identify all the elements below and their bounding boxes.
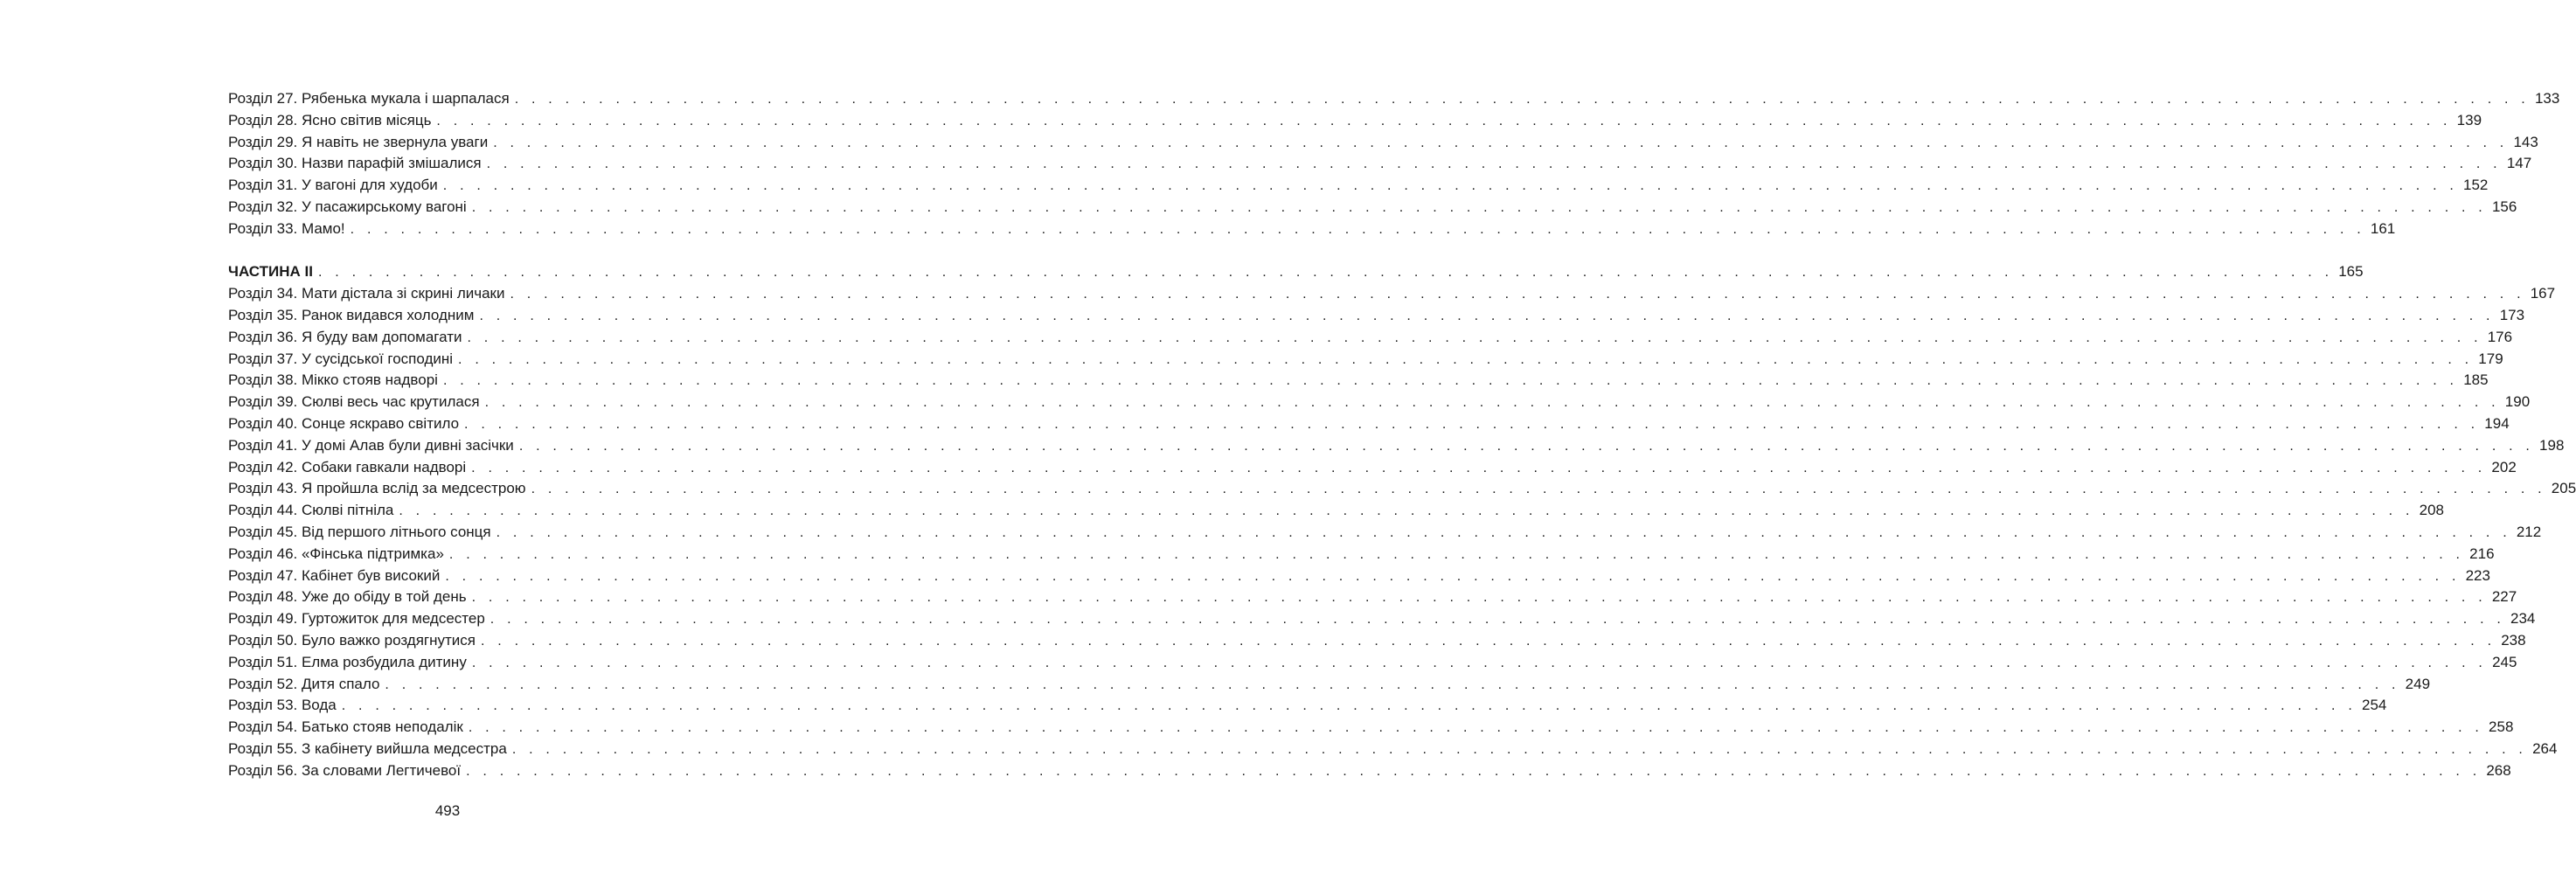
toc-entry bbox=[228, 413, 2510, 435]
toc-entry bbox=[228, 110, 2482, 132]
toc-dot-leader: . . . . . . . . . . . . . . . . . . . . . . . . . . . . . . . . . . . . . . . . . . . . . . . . . . . . . . . . . . . . . . . . . . . . . . . . . . . . . . . . . . . . . . . . . . . . . . . . . . . . . . . . . . . . . . . . . . . . . . . . bbox=[442, 373, 2459, 389]
toc-entry-title: Розділ 56. За словами Легтичевої bbox=[228, 761, 462, 779]
toc-entry bbox=[228, 283, 2556, 305]
toc-dot-leader: . . . . . . . . . . . . . . . . . . . . . . . . . . . . . . . . . . . . . . . . . . . . . . . . . . . . . . . . . . . . . . . . . . . . . . . . . . . . . . . . . . . . . . . . . . . . . . . . . . . . . . . . . . . . . . . . . . . . . . . . bbox=[471, 590, 2487, 606]
toc-entry bbox=[228, 457, 2517, 479]
toc-dot-leader: . . . . . . . . . . . . . . . . . . . . . . . . . . . . . . . . . . . . . . . . . . . . . . . . . . . . . . . . . . . . . . . . . . . . . . . . . . . . . . . . . . . . . . . . . . . . . . . . . . . . . . . . . . . . . . . . . . . . . . . . bbox=[436, 113, 2452, 128]
toc-dot-leader: . . . . . . . . . . . . . . . . . . . . . . . . . . . . . . . . . . . . . . . . . . . . . . . . . . . . . . . . . . . . . . . . . . . . . . . . . . . . . . . . . . . . . . . . . . . . . . . . . . . . . . . . . . . . . . . . . . . . . . . . bbox=[445, 568, 2461, 584]
toc-entry bbox=[228, 305, 2525, 327]
toc-entry-title: Розділ 51. Елма розбудила дитину bbox=[228, 653, 467, 670]
toc-dot-leader: . . . . . . . . . . . . . . . . . . . . . . . . . . . . . . . . . . . . . . . . . . . . . . . . . . . . . . . . . . . . . . . . . . . . . . . . . . . . . . . . . . . . . . . . . . . . . . . . . . . . . . . . . . . . . . . . . . . . . . . . bbox=[490, 612, 2506, 628]
toc-dot-leader: . . . . . . . . . . . . . . . . . . . . . . . . . . . . . . . . . . . . . . . . . . . . . . . . . . . . . . . . . . . . . . . . . . . . . . . . . . . . . . . . . . . . . . . . . . . . . . . . . . . . . . . . . . . . . . . . . . . . . . . . bbox=[385, 676, 2400, 692]
toc-dot-leader: . . . . . . . . . . . . . . . . . . . . . . . . . . . . . . . . . . . . . . . . . . . . . . . . . . . . . . . . . . . . . . . . . . . . . . . . . . . . . . . . . . . . . . . . . . . . . . . . . . . . . . . . . . . . . . . . . . . . . . . . bbox=[493, 135, 2509, 150]
toc-entry bbox=[228, 652, 2517, 674]
toc-entry-page: 185 bbox=[2463, 371, 2489, 389]
page-number: 493 bbox=[434, 802, 461, 819]
toc-entry bbox=[228, 327, 2513, 349]
toc-entry bbox=[228, 695, 2387, 717]
toc-dot-leader: . . . . . . . . . . . . . . . . . . . . . . . . . . . . . . . . . . . . . . . . . . . . . . . . . . . . . . . . . . . . . . . . . . . . . . . . . . . . . . . . . . . . . . . . . . . . . . . . . . . . . . . . . . . . . . . . . . . . . . . . bbox=[531, 482, 2546, 497]
toc-entry-page: 254 bbox=[2362, 697, 2387, 714]
toc-entry-title: Розділ 52. Дитя спало bbox=[228, 675, 380, 692]
toc-entry-title: Розділ 42. Собаки гавкали надворі bbox=[228, 458, 467, 475]
toc-entry bbox=[228, 435, 2565, 457]
toc-entry-page: 198 bbox=[2539, 436, 2565, 454]
toc-entry bbox=[228, 717, 2514, 739]
toc-dot-leader: . . . . . . . . . . . . . . . . . . . . . . . . . . . . . . . . . . . . . . . . . . . . . . . . . . . . . . . . . . . . . . . . . . . . . . . . . . . . . . . . . . . . . . . . . . . . . . . . . . . . . . . . . . . . . . . . . . . . . . . . bbox=[514, 92, 2530, 107]
toc-group bbox=[228, 261, 2576, 781]
toc-dot-leader: . . . . . . . . . . . . . . . . . . . . . . . . . . . . . . . . . . . . . . . . . . . . . . . . . . . . . . . . . . . . . . . . . . . . . . . . . . . . . . . . . . . . . . . . . . . . . . . . . . . . . . . . . . . . . . . . . . . . . . . . bbox=[341, 698, 2357, 714]
toc-entry-title: Розділ 33. Мамо! bbox=[228, 219, 345, 237]
toc-entry-title: Розділ 29. Я навіть не звернула уваги bbox=[228, 133, 489, 150]
toc-dot-leader: . . . . . . . . . . . . . . . . . . . . . . . . . . . . . . . . . . . . . . . . . . . . . . . . . . . . . . . . . . . . . . . . . . . . . . . . . . . . . . . . . . . . . . . . . . . . . . . . . . . . . . . . . . . . . . . . . . . . . . . . bbox=[471, 199, 2487, 215]
toc-dot-leader: . . . . . . . . . . . . . . . . . . . . . . . . . . . . . . . . . . . . . . . . . . . . . . . . . . . . . . . . . . . . . . . . . . . . . . . . . . . . . . . . . . . . . . . . . . . . . . . . . . . . . . . . . . . . . . . . . . . . . . . . bbox=[317, 265, 2334, 281]
toc-entry bbox=[228, 608, 2536, 630]
toc-entry bbox=[228, 565, 2490, 587]
toc-dot-leader: . . . . . . . . . . . . . . . . . . . . . . . . . . . . . . . . . . . . . . . . . . . . . . . . . . . . . . . . . . . . . . . . . . . . . . . . . . . . . . . . . . . . . . . . . . . . . . . . . . . . . . . . . . . . . . . . . . . . . . . . bbox=[479, 308, 2495, 323]
toc-dot-leader: . . . . . . . . . . . . . . . . . . . . . . . . . . . . . . . . . . . . . . . . . . . . . . . . . . . . . . . . . . . . . . . . . . . . . . . . . . . . . . . . . . . . . . . . . . . . . . . . . . . . . . . . . . . . . . . . . . . . . . . . bbox=[467, 330, 2482, 345]
toc-entry bbox=[228, 478, 2576, 500]
toc-entry-page: 143 bbox=[2513, 133, 2538, 150]
toc-entry-title: Розділ 31. У вагоні для худоби bbox=[228, 177, 438, 194]
toc-entry-page: 268 bbox=[2486, 761, 2511, 779]
toc-dot-leader: . . . . . . . . . . . . . . . . . . . . . . . . . . . . . . . . . . . . . . . . . . . . . . . . . . . . . . . . . . . . . . . . . . . . . . . . . . . . . . . . . . . . . . . . . . . . . . . . . . . . . . . . . . . . . . . . . . . . . . . . bbox=[350, 221, 2365, 237]
toc-entry-title: Розділ 36. Я буду вам допомагати bbox=[228, 328, 462, 345]
toc-entry-title: Розділ 50. Було важко роздягнутися bbox=[228, 631, 476, 649]
toc-entry bbox=[228, 153, 2532, 175]
toc-dot-leader: . . . . . . . . . . . . . . . . . . . . . . . . . . . . . . . . . . . . . . . . . . . . . . . . . . . . . . . . . . . . . . . . . . . . . . . . . . . . . . . . . . . . . . . . . . . . . . . . . . . . . . . . . . . . . . . . . . . . . . . . bbox=[510, 287, 2525, 302]
toc-dot-leader: . . . . . . . . . . . . . . . . . . . . . . . . . . . . . . . . . . . . . . . . . . . . . . . . . . . . . . . . . . . . . . . . . . . . . . . . . . . . . . . . . . . . . . . . . . . . . . . . . . . . . . . . . . . . . . . . . . . . . . . . bbox=[471, 460, 2487, 475]
toc-dot-leader: . . . . . . . . . . . . . . . . . . . . . . . . . . . . . . . . . . . . . . . . . . . . . . . . . . . . . . . . . . . . . . . . . . . . . . . . . . . . . . . . . . . . . . . . . . . . . . . . . . . . . . . . . . . . . . . . . . . . . . . . bbox=[464, 416, 2480, 432]
toc-entry-title: Розділ 30. Назви парафій змішалися bbox=[228, 155, 482, 172]
toc-entry-page: 147 bbox=[2506, 155, 2532, 172]
toc-entry bbox=[228, 132, 2538, 154]
toc-entry bbox=[228, 760, 2511, 782]
toc-entry bbox=[228, 500, 2444, 522]
toc-entry-page: 212 bbox=[2516, 523, 2542, 540]
toc-entry-page: 190 bbox=[2504, 393, 2531, 411]
toc-entry-page: 167 bbox=[2530, 285, 2556, 302]
toc-entry-page: 161 bbox=[2370, 219, 2396, 237]
toc-entry-title: Розділ 54. Батько стояв неподалік bbox=[228, 718, 463, 736]
toc-part-entry bbox=[228, 261, 2364, 283]
toc-entry-title: Розділ 34. Мати дістала зі скрині личаки bbox=[228, 285, 505, 302]
toc-dot-leader: . . . . . . . . . . . . . . . . . . . . . . . . . . . . . . . . . . . . . . . . . . . . . . . . . . . . . . . . . . . . . . . . . . . . . . . . . . . . . . . . . . . . . . . . . . . . . . . . . . . . . . . . . . . . . . . . . . . . . . . . bbox=[466, 763, 2482, 779]
toc-dot-leader: . . . . . . . . . . . . . . . . . . . . . . . . . . . . . . . . . . . . . . . . . . . . . . . . . . . . . . . . . . . . . . . . . . . . . . . . . . . . . . . . . . . . . . . . . . . . . . . . . . . . . . . . . . . . . . . . . . . . . . . . bbox=[518, 438, 2535, 454]
toc-entry-page: 205 bbox=[2551, 480, 2576, 497]
toc-entry-title: Розділ 41. У домі Алав були дивні засічки bbox=[228, 436, 514, 454]
toc-entry-page: 156 bbox=[2491, 198, 2517, 215]
toc-entry-page: 165 bbox=[2338, 263, 2364, 281]
toc-group bbox=[228, 88, 2560, 240]
toc-dot-leader: . . . . . . . . . . . . . . . . . . . . . . . . . . . . . . . . . . . . . . . . . . . . . . . . . . . . . . . . . . . . . . . . . . . . . . . . . . . . . . . . . . . . . . . . . . . . . . . . . . . . . . . . . . . . . . . . . . . . . . . . bbox=[442, 178, 2459, 194]
toc-entry-page: 249 bbox=[2405, 675, 2431, 692]
toc-entry-page: 238 bbox=[2501, 631, 2526, 649]
toc-entry bbox=[228, 739, 2558, 760]
toc-entry bbox=[228, 586, 2517, 608]
toc-entry-page: 223 bbox=[2465, 566, 2490, 584]
toc-entry-page: 264 bbox=[2532, 739, 2558, 757]
toc-entry-page: 227 bbox=[2491, 588, 2517, 606]
toc-entry-title: Розділ 40. Сонце яскраво світило bbox=[228, 414, 460, 432]
toc-entry bbox=[228, 349, 2503, 371]
toc-entry-page: 173 bbox=[2499, 306, 2525, 323]
toc-entry bbox=[228, 522, 2542, 544]
toc-entry-page: 258 bbox=[2489, 718, 2514, 736]
toc-entry-page: 202 bbox=[2491, 458, 2517, 475]
toc-dot-leader: . . . . . . . . . . . . . . . . . . . . . . . . . . . . . . . . . . . . . . . . . . . . . . . . . . . . . . . . . . . . . . . . . . . . . . . . . . . . . . . . . . . . . . . . . . . . . . . . . . . . . . . . . . . . . . . . . . . . . . . . bbox=[496, 524, 2511, 540]
toc-entry-title: ЧАСТИНА ІІ bbox=[228, 263, 313, 281]
toc-entry-title: Розділ 48. Уже до обіду в той день bbox=[228, 588, 467, 606]
toc-entry-page: 133 bbox=[2534, 90, 2560, 107]
toc-entry-title: Розділ 37. У сусідської господині bbox=[228, 350, 454, 367]
toc-dot-leader: . . . . . . . . . . . . . . . . . . . . . . . . . . . . . . . . . . . . . . . . . . . . . . . . . . . . . . . . . . . . . . . . . . . . . . . . . . . . . . . . . . . . . . . . . . . . . . . . . . . . . . . . . . . . . . . . . . . . . . . . bbox=[448, 546, 2465, 562]
toc-entry bbox=[228, 674, 2431, 696]
toc-entry-page: 152 bbox=[2463, 177, 2489, 194]
toc-dot-leader: . . . . . . . . . . . . . . . . . . . . . . . . . . . . . . . . . . . . . . . . . . . . . . . . . . . . . . . . . . . . . . . . . . . . . . . . . . . . . . . . . . . . . . . . . . . . . . . . . . . . . . . . . . . . . . . . . . . . . . . . bbox=[458, 351, 2474, 367]
toc-dot-leader: . . . . . . . . . . . . . . . . . . . . . . . . . . . . . . . . . . . . . . . . . . . . . . . . . . . . . . . . . . . . . . . . . . . . . . . . . . . . . . . . . . . . . . . . . . . . . . . . . . . . . . . . . . . . . . . . . . . . . . . . bbox=[511, 741, 2528, 757]
toc-entry-page: 176 bbox=[2487, 328, 2513, 345]
toc-entry-title: Розділ 49. Гуртожиток для медсестер bbox=[228, 610, 485, 628]
toc-entry bbox=[228, 88, 2560, 110]
toc-dot-leader: . . . . . . . . . . . . . . . . . . . . . . . . . . . . . . . . . . . . . . . . . . . . . . . . . . . . . . . . . . . . . . . . . . . . . . . . . . . . . . . . . . . . . . . . . . . . . . . . . . . . . . . . . . . . . . . . . . . . . . . . bbox=[484, 395, 2500, 411]
toc-entry-title: Розділ 27. Рябенька мукала і шарпалася bbox=[228, 90, 510, 107]
toc-entry-title: Розділ 28. Ясно світив місяць bbox=[228, 111, 432, 128]
toc-dot-leader: . . . . . . . . . . . . . . . . . . . . . . . . . . . . . . . . . . . . . . . . . . . . . . . . . . . . . . . . . . . . . . . . . . . . . . . . . . . . . . . . . . . . . . . . . . . . . . . . . . . . . . . . . . . . . . . . . . . . . . . . bbox=[480, 633, 2496, 649]
toc-entry-title: Розділ 32. У пасажирському вагоні bbox=[228, 198, 467, 215]
toc-entry bbox=[228, 370, 2489, 392]
toc-entry-title: Розділ 43. Я пройшла вслід за медсестрою bbox=[228, 480, 526, 497]
toc-entry bbox=[228, 219, 2396, 240]
toc-entry bbox=[228, 175, 2489, 197]
toc-entry-page: 194 bbox=[2484, 414, 2510, 432]
toc-entry-title: Розділ 47. Кабінет був високий bbox=[228, 566, 441, 584]
toc-entry-page: 139 bbox=[2456, 111, 2482, 128]
toc-entry-title: Розділ 46. «Фінська підтримка» bbox=[228, 545, 444, 562]
toc-entry-title: Розділ 45. Від першого літнього сонця bbox=[228, 523, 491, 540]
toc-entry-title: Розділ 38. Мікко стояв надворі bbox=[228, 371, 438, 389]
toc-entry-title: Розділ 35. Ранок видався холодним bbox=[228, 306, 475, 323]
toc-entry bbox=[228, 197, 2517, 219]
toc-entry-page: 234 bbox=[2510, 610, 2536, 628]
toc-entry-page: 208 bbox=[2419, 502, 2444, 519]
toc-entry-title: Розділ 39. Сюлві весь час крутилася bbox=[228, 393, 480, 411]
toc-entry-title: Розділ 55. З кабінету вийшла медсестра bbox=[228, 739, 507, 757]
table-of-contents bbox=[228, 88, 2576, 782]
toc-dot-leader: . . . . . . . . . . . . . . . . . . . . . . . . . . . . . . . . . . . . . . . . . . . . . . . . . . . . . . . . . . . . . . . . . . . . . . . . . . . . . . . . . . . . . . . . . . . . . . . . . . . . . . . . . . . . . . . . . . . . . . . . bbox=[399, 503, 2414, 519]
toc-entry-title: Розділ 44. Сюлві пітніла bbox=[228, 502, 394, 519]
toc-dot-leader: . . . . . . . . . . . . . . . . . . . . . . . . . . . . . . . . . . . . . . . . . . . . . . . . . . . . . . . . . . . . . . . . . . . . . . . . . . . . . . . . . . . . . . . . . . . . . . . . . . . . . . . . . . . . . . . . . . . . . . . . bbox=[486, 156, 2502, 172]
toc-entry-title: Розділ 53. Вода bbox=[228, 697, 337, 714]
toc-entry bbox=[228, 392, 2531, 413]
toc-entry bbox=[228, 544, 2495, 565]
toc-dot-leader: . . . . . . . . . . . . . . . . . . . . . . . . . . . . . . . . . . . . . . . . . . . . . . . . . . . . . . . . . . . . . . . . . . . . . . . . . . . . . . . . . . . . . . . . . . . . . . . . . . . . . . . . . . . . . . . . . . . . . . . . bbox=[468, 720, 2484, 736]
toc-entry-page: 179 bbox=[2478, 350, 2503, 367]
toc-entry bbox=[228, 630, 2526, 652]
toc-dot-leader: . . . . . . . . . . . . . . . . . . . . . . . . . . . . . . . . . . . . . . . . . . . . . . . . . . . . . . . . . . . . . . . . . . . . . . . . . . . . . . . . . . . . . . . . . . . . . . . . . . . . . . . . . . . . . . . . . . . . . . . . bbox=[471, 655, 2488, 670]
toc-entry-page: 216 bbox=[2469, 545, 2495, 562]
toc-entry-page: 245 bbox=[2492, 653, 2517, 670]
